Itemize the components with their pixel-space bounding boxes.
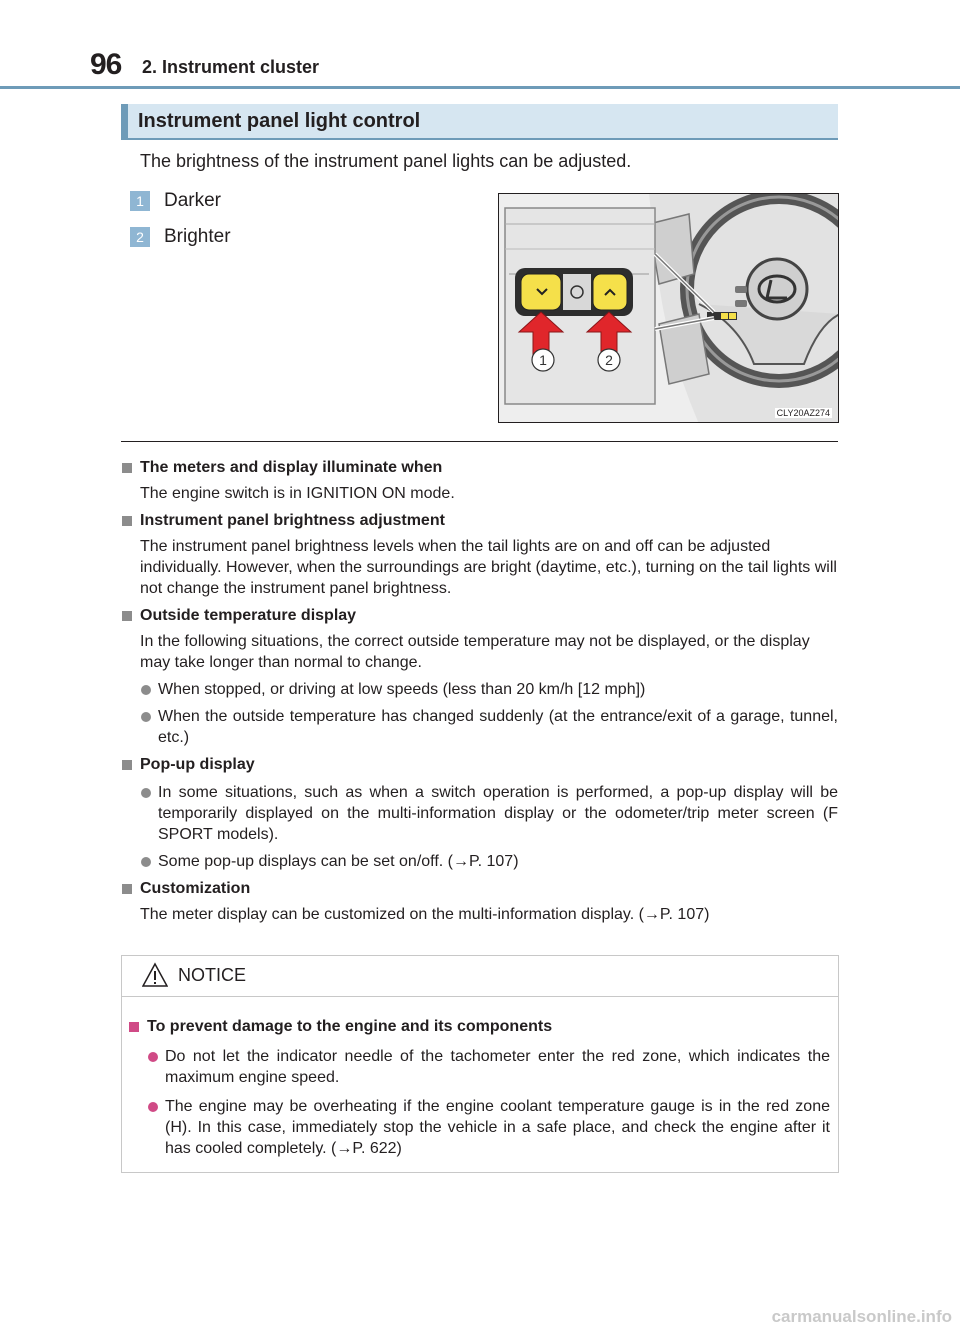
list-item: When the outside temperature has changed suddenly (at the entrance/exit of a garage, tunnel, etc.): [121, 706, 838, 748]
callout-1-label: 1: [539, 352, 547, 368]
list-item: When stopped, or driving at low speeds (less than 20 km/h [12 mph]): [121, 679, 838, 700]
callout-2-label: 2: [605, 352, 613, 368]
note-heading: Customization: [121, 878, 838, 900]
notice-body: [122, 997, 838, 1159]
list-item: Do not let the indicator needle of the tachometer enter the red zone, which indicates the maximum engine speed.: [128, 1046, 830, 1088]
legend-item-brighter: [130, 226, 231, 248]
note-popup-display: [121, 754, 838, 872]
watermark: carmanualsonline.info: [771, 1307, 952, 1326]
note-body: The engine switch is in IGNITION ON mode.: [140, 485, 455, 502]
legend-label-darker: Darker: [164, 190, 222, 211]
section-divider: [121, 441, 838, 442]
section-heading: [121, 104, 838, 140]
list-item: Some pop-up displays can be set on/off. (→P. 107): [121, 851, 838, 872]
section-heading-bar: [121, 104, 128, 138]
figure-code: CLY20AZ274: [776, 408, 830, 418]
legend-label-brighter: Brighter: [164, 226, 231, 247]
notice-heading: To prevent damage to the engine and its components: [128, 1016, 830, 1038]
legend-number-1: 1: [130, 191, 150, 211]
warning-triangle-icon: [142, 962, 168, 988]
chapter-title: 2. Instrument cluster: [142, 57, 320, 77]
header-rule: [0, 86, 960, 89]
note-illumination: [121, 457, 838, 504]
dashboard-illustration: [498, 193, 839, 423]
note-heading: Instrument panel brightness adjustment: [121, 510, 838, 532]
intro-text: The brightness of the instrument panel lights can be adjusted.: [140, 151, 632, 171]
list-item: The engine may be overheating if the engine coolant temperature gauge is in the red zone (H). In this case, immediately stop the vehicle in a safe place, and check the engine after it has cooled completely. (→P. 622): [128, 1096, 830, 1159]
note-customization: [121, 878, 838, 925]
section-title: Instrument panel light control: [138, 110, 421, 132]
notice-header: [122, 956, 838, 997]
note-body: In the following situations, the correct outside temperature may not be displayed, or the display may take longer than normal to change.: [140, 633, 810, 671]
note-body: The instrument panel brightness levels when the tail lights are on and off can be adjusted individually. However, when the surroundings are bright (daytime, etc.), turning on the tail lights will not change the instrument panel brightness.: [140, 538, 837, 597]
note-brightness: [121, 510, 838, 599]
note-body: The meter display can be customized on the multi-information display. (→P. 107): [140, 906, 710, 923]
notice-title: NOTICE: [178, 965, 247, 985]
dashboard-drawing: [499, 194, 839, 423]
notes-list: [121, 454, 838, 931]
note-heading: Pop-up display: [121, 754, 838, 776]
legend-item-darker: [130, 190, 221, 212]
note-outside-temperature: [121, 605, 838, 748]
note-heading: Outside temperature display: [121, 605, 838, 627]
note-heading: The meters and display illuminate when: [121, 457, 838, 479]
page-number: 96: [90, 48, 122, 81]
list-item: In some situations, such as when a switch operation is performed, a pop-up display will be temporarily displayed on the multi-information display or the odometer/trip meter screen (F SPORT models).: [121, 782, 838, 845]
notice-box: [121, 955, 839, 1173]
legend-number-2: 2: [130, 227, 150, 247]
